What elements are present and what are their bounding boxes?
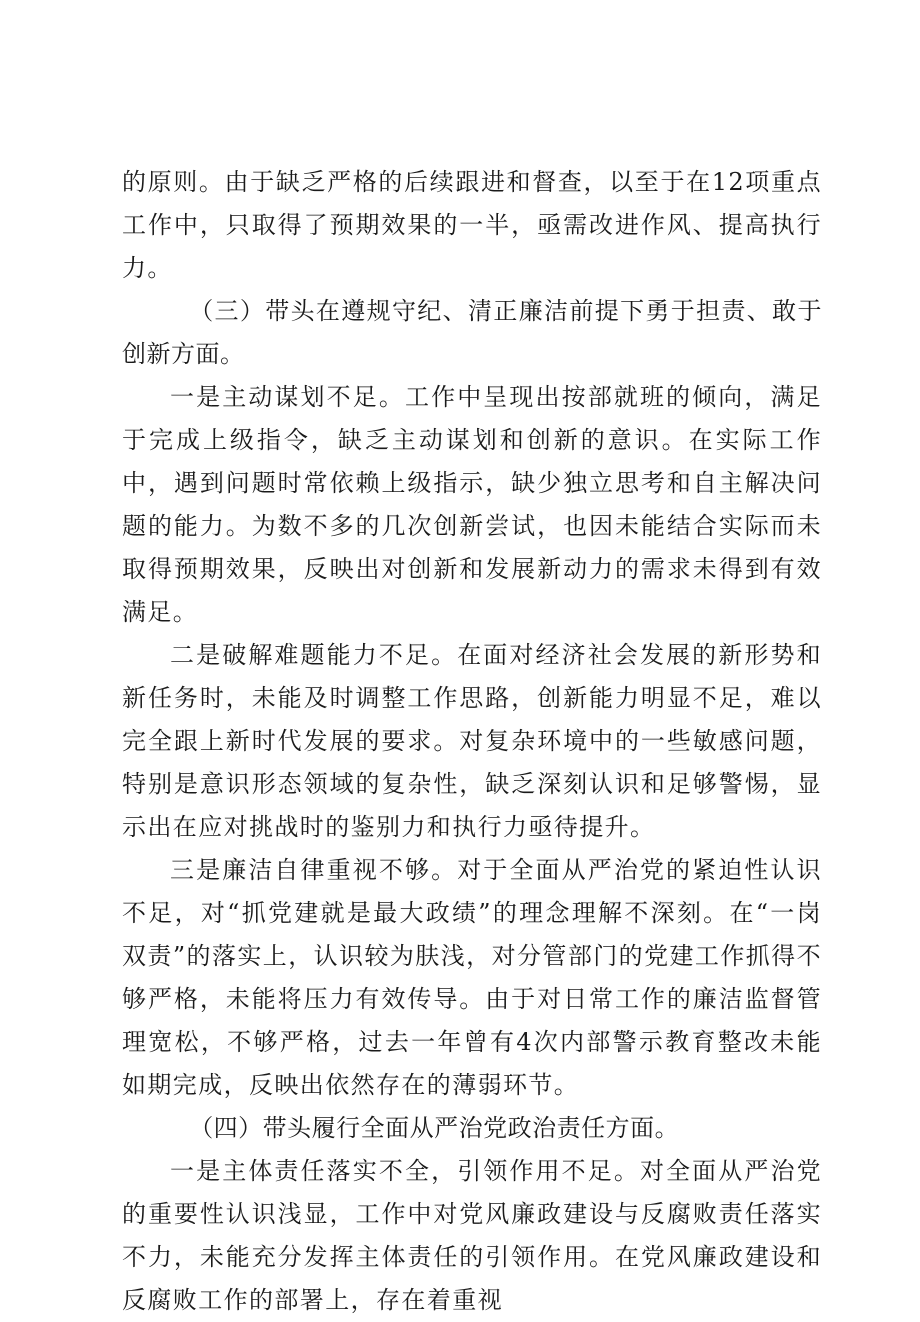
paragraph-initiative: 一是主动谋划不足。工作中呈现出按部就班的倾向，满足于完成上级指令，缺乏主动谋划和创新的意识。在实际工作中，遇到问题时常依赖上级指示，缺少独立思考和自主解决问题的能力。为数不多的几次创新尝试，也因未能结合实际而未取得预期效果，反映出对创新和发展新动力的需求未得到有效满足。: [122, 383, 822, 626]
paragraph-problem-solving: 二是破解难题能力不足。在面对经济社会发展的新形势和新任务时，未能及时调整工作思路，创新能力明显不足，难以完全跟上新时代发展的要求。对复杂环境中的一些敏感问题，特别是意识形态领域的复杂性，缺乏深刻认识和足够警惕，显示出在应对挑战时的鉴别力和执行力亟待提升。: [122, 641, 822, 841]
document-body: [122, 161, 822, 1322]
section-heading-4: （四）带头履行全面从严治党政治责任方面。: [189, 1114, 680, 1142]
paragraph-continuation: 的原则。由于缺乏严格的后续跟进和督查，以至于在12项重点工作中，只取得了预期效果的一半，亟需改进作风、提高执行力。: [122, 168, 822, 282]
paragraph-responsibility: 一是主体责任落实不全，引领作用不足。对全面从严治党的重要性认识浅显，工作中对党风廉政建设与反腐败责任落实不力，未能充分发挥主体责任的引领作用。在党风廉政建设和反腐败工作的部署上，存在着重视: [122, 1157, 822, 1314]
section-heading-3: （三）带头在遵规守纪、清正廉洁前提下勇于担责、敢于创新方面。: [122, 297, 822, 368]
paragraph-integrity: 三是廉洁自律重视不够。对于全面从严治党的紧迫性认识不足，对“抓党建就是最大政绩”的理念理解不深刻。在“一岗双责”的落实上，认识较为肤浅，对分管部门的党建工作抓得不够严格，未能将压力有效传导。由于对日常工作的廉洁监督管理宽松，不够严格，过去一年曾有4次内部警示教育整改未能如期完成，反映出依然存在的薄弱环节。: [122, 856, 822, 1099]
